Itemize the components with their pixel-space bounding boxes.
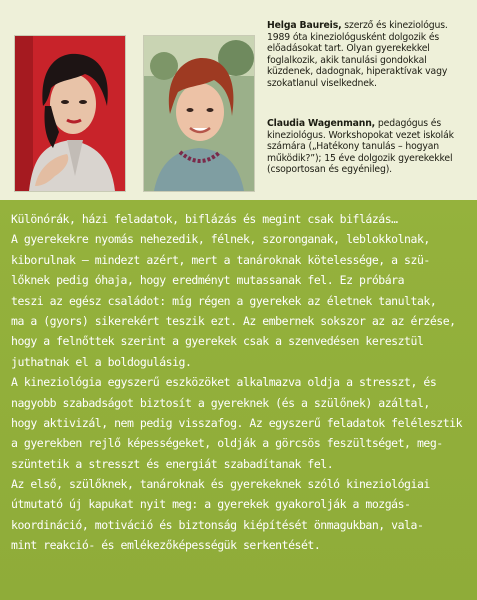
blurb-line: kiborulnak – mindezt azért, mert a tanároknak kötelessége, a szü- (11, 252, 430, 267)
blurb-line: Az első, szülőknek, tanároknak és gyerekeknek szóló kineziológiai (11, 477, 430, 492)
blurb-line: Különórák, házi feladatok, biflázás és megint csak biflázás… (11, 212, 398, 226)
blurb-line: lőknek pedig óhaja, hogy eredményt mutassanak fel. Ez próbára (11, 273, 405, 288)
blurb-line: ma a (gyors) sikerekért teszik ezt. Az embernek sokszor az az érzése, (11, 313, 456, 328)
author-bio-helga (267, 20, 467, 90)
author-photo-helga (14, 35, 126, 192)
blurb-text (11, 209, 469, 556)
author-bio-text: szerző és kineziológus. 1989 óta kineziológusként dolgozik és előadásokat tart. Olyan gyerekekkel foglalkozik, akik tanulási gondokkal küzdenek, dadognak, hiperaktívak vagy szokatlanul viselkednek. (267, 20, 448, 89)
author-panel (0, 0, 477, 200)
blurb-line: mint reakció- és emlékezőképességük serkentését. (11, 538, 321, 553)
blurb-line: A gyerekekre nyomás nehezedik, félnek, szoronganak, leblokkolnak, (11, 232, 430, 247)
blurb-line: teszi az egész családot: míg régen a gyerekek az életnek tanultak, (11, 293, 437, 308)
blurb-line: hogy aktivizál, nem pedig visszafog. Az egyszerű feladatok felélesztik (11, 415, 463, 430)
blurb-line: útmutató új kapukat nyit meg: a gyerekek gyakorolják a mozgás- (11, 497, 411, 512)
author-name: Claudia Wagenmann, (267, 118, 376, 129)
portrait-image (15, 36, 125, 191)
blurb-line: szüntetik a stresszt és energiát szabadítanak fel. (11, 456, 334, 471)
blurb-line: a gyerekben rejlő képességeket, oldják a görcsös feszültséget, meg- (11, 436, 443, 451)
author-photo-claudia (143, 35, 255, 192)
author-name: Helga Baureis, (267, 20, 342, 31)
author-bio-claudia (267, 118, 467, 176)
blurb-line: hogy a felnőttek szerint a gyerekek csak a szenvedésen keresztül (11, 334, 424, 349)
blurb-line: A kineziológia egyszerű eszközöket alkalmazva oldja a stresszt, és (11, 375, 437, 390)
blurb-line: koordináció, motiváció és biztonság kiépítését önmagukban, vala- (11, 517, 424, 532)
blurb-line: juthatnak el a boldogulásig. (11, 354, 192, 369)
blurb-line: nagyobb szabadságot biztosít a gyereknek (és a szülőnek) azáltal, (11, 395, 430, 410)
portrait-image (144, 36, 254, 191)
author-bio-text: pedagógus és kineziológus. Workshopokat vezet iskolák számára („Hatékony tanulás – hogyan működik?”); 15 éve dolgozik gyerekekkel (csoportosan és egyénileg). (267, 118, 454, 176)
